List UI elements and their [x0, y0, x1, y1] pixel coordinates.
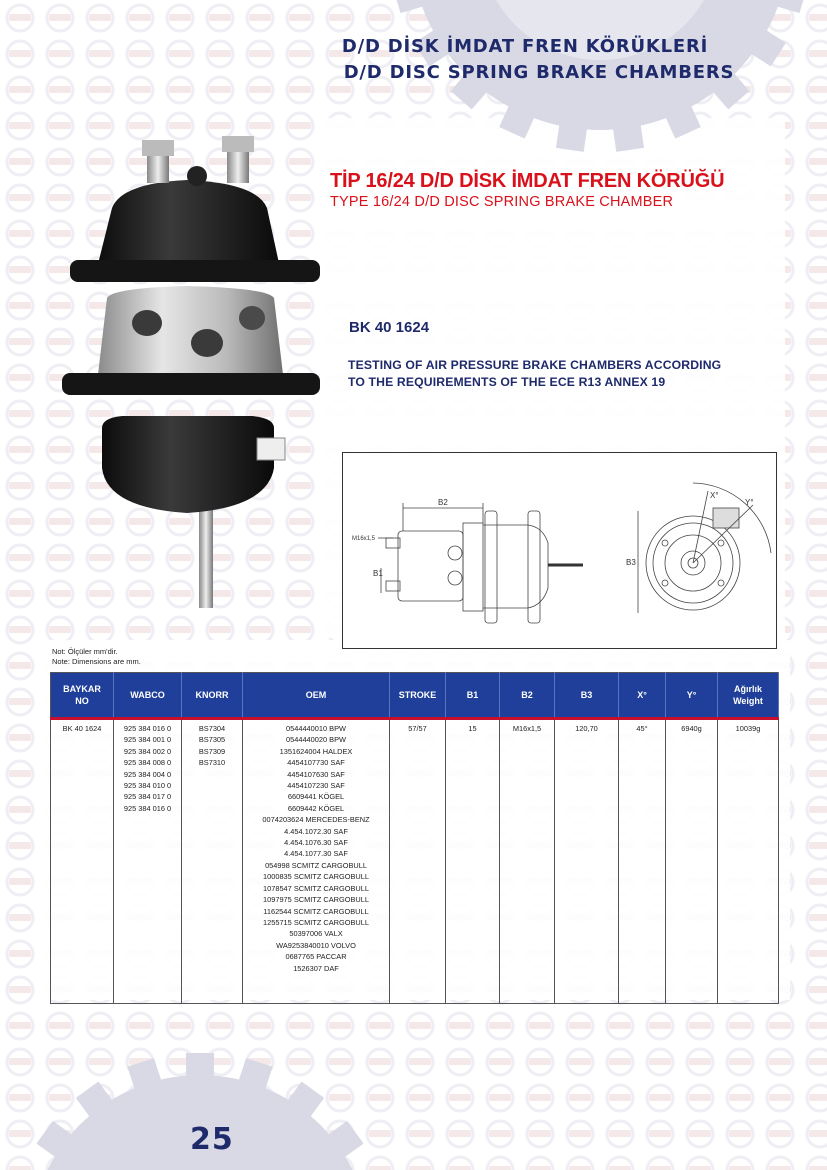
cell-line: 1078547 SCMITZ CARGOBULL: [263, 883, 369, 893]
cell-line: 6609441 KÖGEL: [287, 792, 345, 802]
cell-line: 15: [468, 724, 477, 733]
col-b2: B2: [500, 673, 555, 719]
cell-line: BS7305: [198, 735, 226, 745]
cell-line: 4454107230 SAF: [287, 781, 345, 791]
col-oem: OEM: [243, 673, 390, 719]
cell-line: 054998 SCMITZ CARGOBULL: [265, 860, 367, 870]
cell-line: 925 384 016 0: [123, 803, 172, 813]
product-photo: [52, 128, 322, 613]
cell-line: BS7309: [198, 746, 226, 756]
cell-line: 45°: [636, 724, 648, 733]
col-baykar-no: BAYKAR NO: [51, 673, 114, 719]
header-title-en: D/D DISC SPRING BRAKE CHAMBERS: [343, 62, 735, 83]
label-y: Y°: [745, 498, 754, 507]
label-b2: B2: [438, 498, 448, 507]
cell-line: 50397006 VALX: [289, 929, 343, 939]
cell-line: 925 384 008 0: [123, 758, 172, 768]
cell-line: 120,70: [575, 724, 598, 733]
col-x: X°: [619, 673, 666, 719]
cell-x: [619, 719, 666, 1004]
label-m: M16x1,5: [352, 536, 376, 542]
cell-b1: [446, 719, 500, 1004]
col-b1: B1: [446, 673, 500, 719]
cell-line: 925 384 017 0: [123, 792, 172, 802]
table-header-row: [51, 673, 779, 719]
cell-line: 6609442 KÖGEL: [287, 803, 345, 813]
note-tr: Not: Ölçüler mm'dir.: [52, 647, 118, 656]
cell-wabco: [114, 719, 182, 1004]
cell-line: 10039g: [735, 724, 761, 733]
cell-line: 0687765 PACCAR: [285, 952, 347, 962]
cell-line: 1351624004 HALDEX: [279, 746, 353, 756]
label-b1: B1: [373, 569, 383, 578]
cell-line: 4.454.1076.30 SAF: [284, 838, 348, 848]
page-number: 25: [190, 1122, 234, 1157]
col-weight: Ağırlık Weight: [718, 673, 779, 719]
col-stroke: STROKE: [390, 673, 446, 719]
cell-line: 4.454.1072.30 SAF: [284, 826, 348, 836]
cell-line: 4454107630 SAF: [287, 769, 345, 779]
cell-y: [666, 719, 718, 1004]
spec-table: [50, 672, 779, 1004]
cell-b2: [500, 719, 555, 1004]
cell-line: 925 384 002 0: [123, 746, 172, 756]
cell-line: 57/57: [408, 724, 427, 733]
label-b3: B3: [626, 558, 636, 567]
cell-line: 925 384 016 0: [123, 724, 172, 733]
cell-line: 0074203624 MERCEDES-BENZ: [262, 815, 370, 825]
cell-line: 925 384 001 0: [123, 735, 172, 745]
cell-oem: [243, 719, 390, 1004]
note-en: Note: Dimensions are mm.: [52, 657, 141, 666]
cell-line: BS7310: [198, 758, 226, 768]
cell-line: 1162544 SCMITZ CARGOBULL: [263, 906, 369, 916]
cell-line: M16x1,5: [512, 724, 542, 733]
cell-line: 1097975 SCMITZ CARGOBULL: [263, 895, 369, 905]
product-title-en: TYPE 16/24 D/D DISC SPRING BRAKE CHAMBER: [330, 194, 674, 210]
col-y: Y°: [666, 673, 718, 719]
cell-line: 0544440020 BPW: [286, 735, 346, 745]
label-x: X°: [710, 491, 719, 500]
header-title-tr: D/D DİSK İMDAT FREN KÖRÜKLERİ: [341, 36, 709, 57]
cell-line: 925 384 004 0: [123, 769, 172, 779]
technical-drawing-svg: [343, 453, 776, 648]
product-title-tr: TİP 16/24 D/D DİSK İMDAT FREN KÖRÜĞÜ: [330, 170, 725, 192]
cell-knorr: [182, 719, 243, 1004]
table-row: [51, 719, 779, 1004]
cell-line: 1000835 SCMITZ CARGOBULL: [263, 872, 369, 882]
col-wabco: WABCO: [114, 673, 182, 719]
cell-line: BK 40 1624: [62, 724, 102, 733]
cell-line: 4454107730 SAF: [287, 758, 345, 768]
cell-line: 4.454.1077.30 SAF: [284, 849, 348, 859]
cell-weight: [718, 719, 779, 1004]
cell-line: 1255715 SCMITZ CARGOBULL: [263, 917, 369, 927]
product-code: BK 40 1624: [349, 319, 430, 336]
testing-note-line2: TO THE REQUIREMENTS OF THE ECE R13 ANNEX 19: [348, 375, 666, 389]
testing-note-line1: TESTING OF AIR PRESSURE BRAKE CHAMBERS ACCORDING: [348, 358, 722, 372]
cell-baykar-no: [51, 719, 114, 1004]
technical-drawing: [342, 452, 777, 649]
col-b3: B3: [555, 673, 619, 719]
cell-line: 0544440010 BPW: [286, 724, 346, 733]
cell-line: BS7304: [198, 724, 226, 733]
cell-line: 925 384 010 0: [123, 781, 172, 791]
cell-b3: [555, 719, 619, 1004]
cell-line: WA9253840010 VOLVO: [276, 940, 356, 950]
cell-stroke: [390, 719, 446, 1004]
cell-line: 1526307 DAF: [293, 963, 339, 973]
cell-line: 6940g: [681, 724, 702, 733]
col-knorr: KNORR: [182, 673, 243, 719]
